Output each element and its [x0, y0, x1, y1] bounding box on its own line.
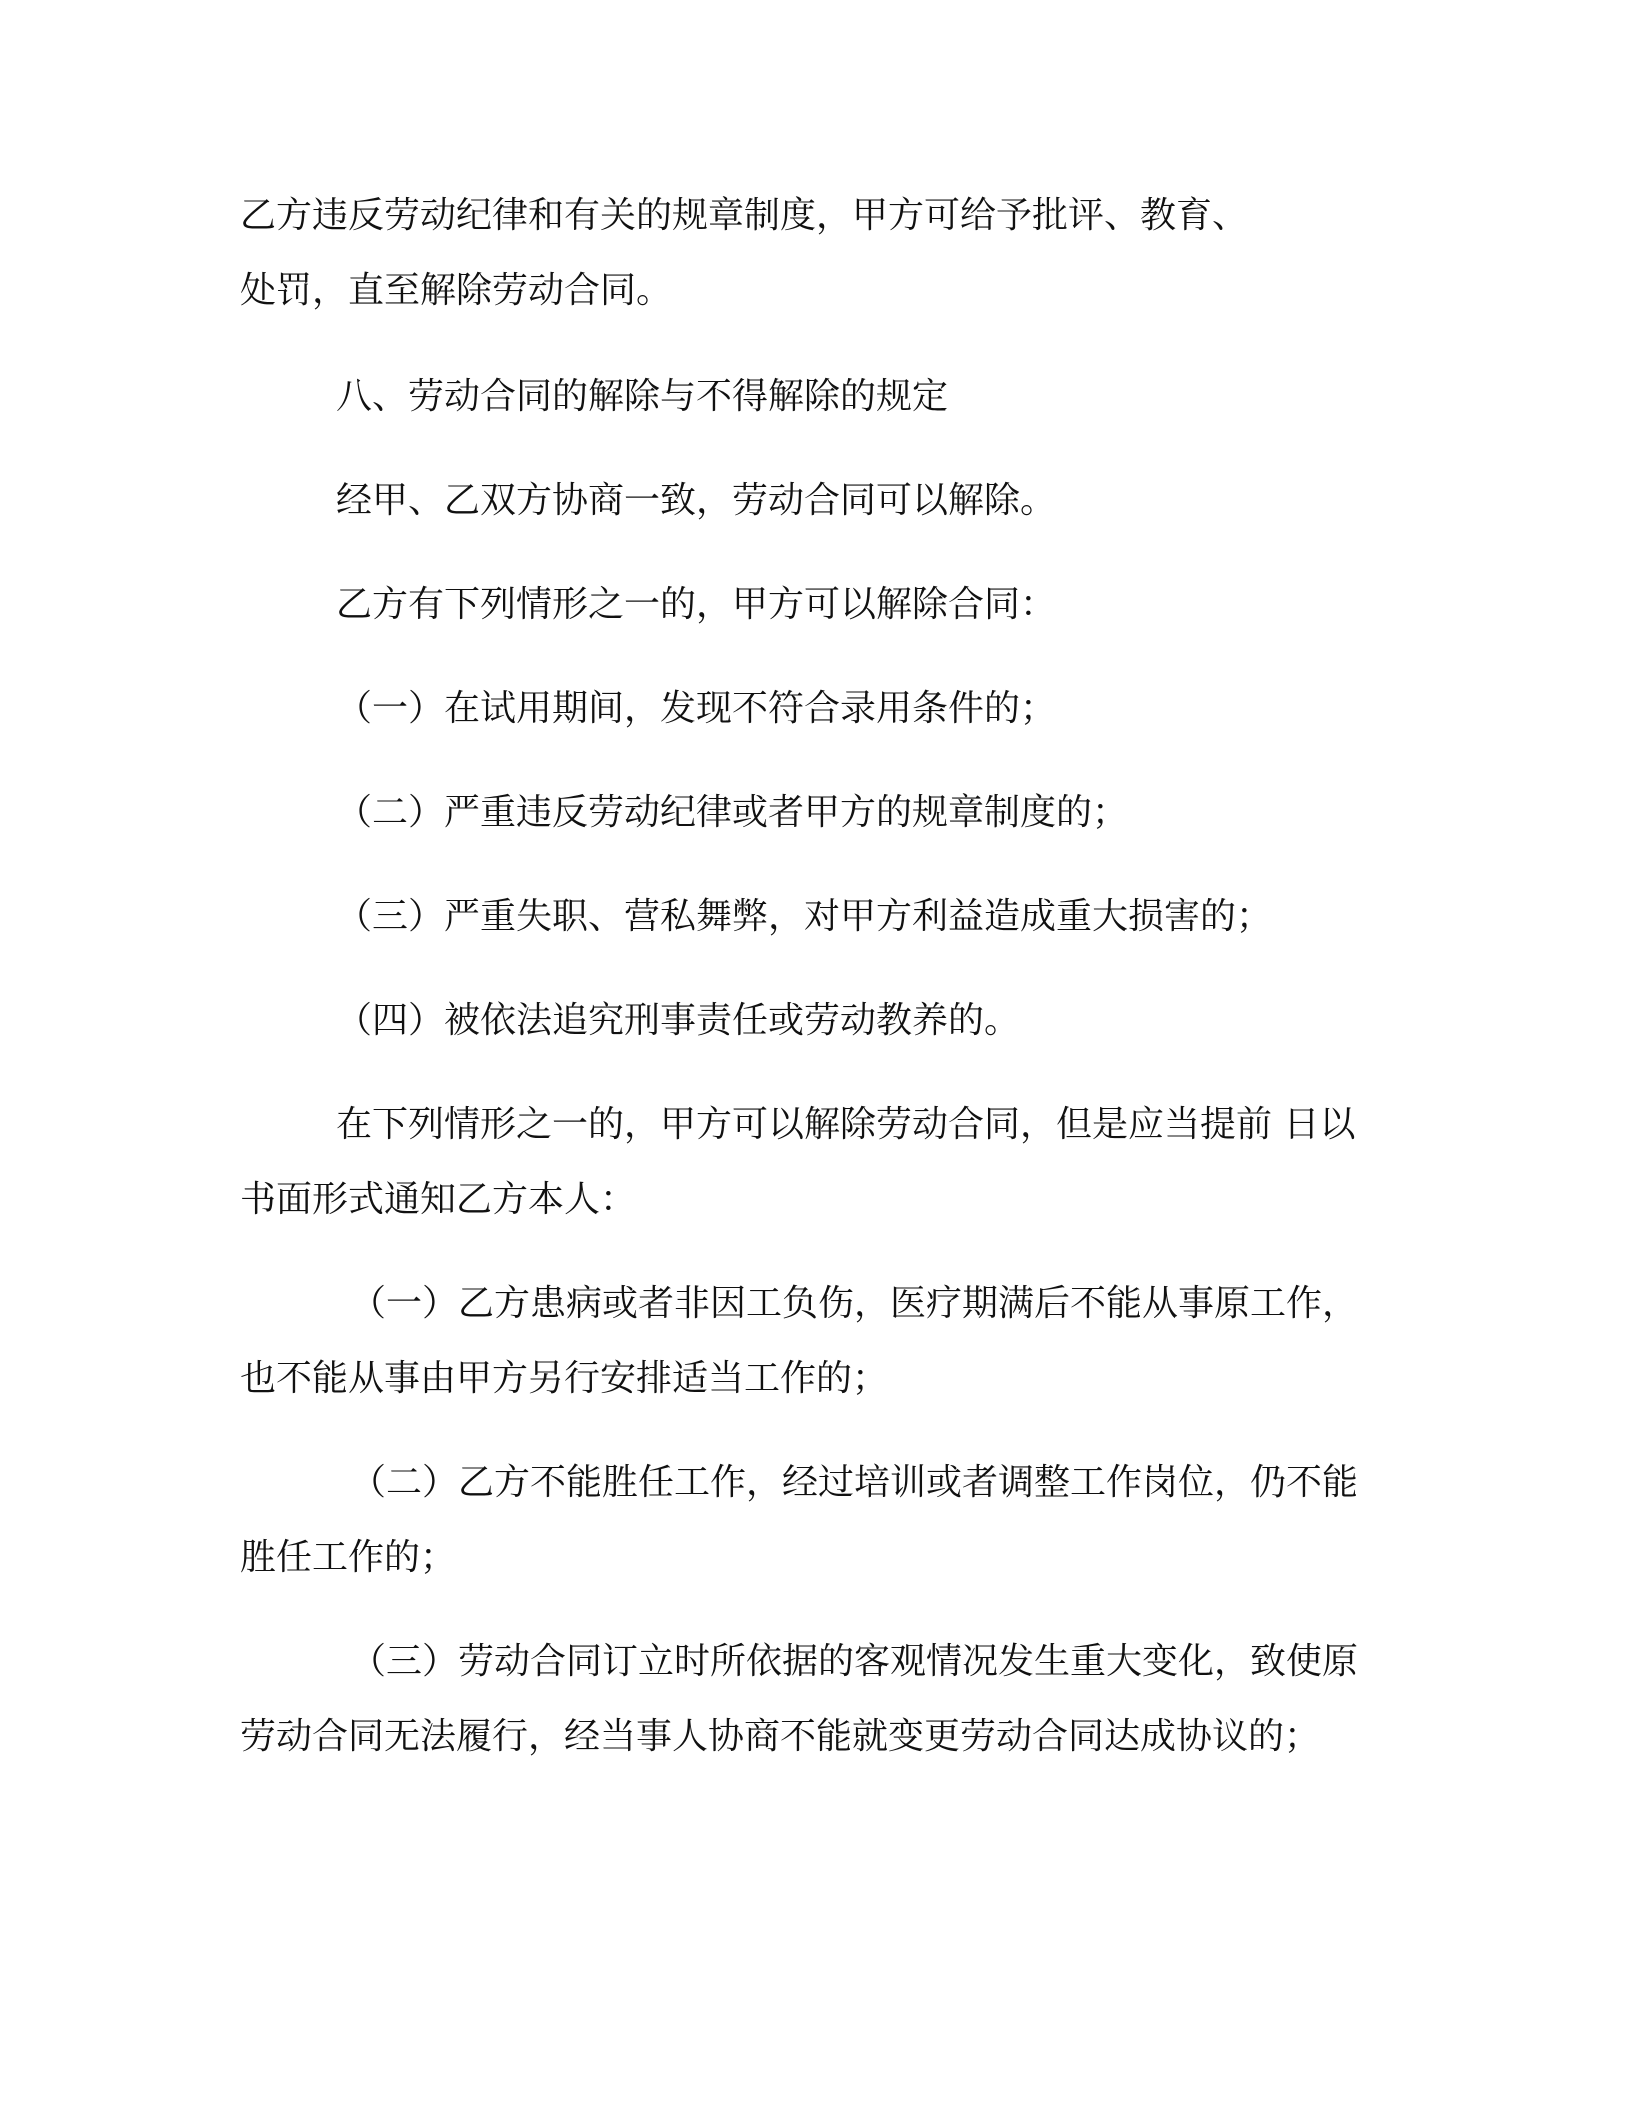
paragraph-line-6: 书面形式通知乙方本人： — [240, 1179, 637, 1220]
paragraph-line-3: 经甲、乙双方协商一致，劳动合同可以解除。 — [336, 480, 1057, 521]
list-item-3: （三）严重失职、营私舞弊，对甲方利益造成重大损害的； — [336, 896, 1273, 937]
list-item-5: （一）乙方患病或者非因工负伤，医疗期满后不能从事原工作， — [350, 1283, 1359, 1324]
list-item-7-continuation: 劳动合同无法履行，经当事人协商不能就变更劳动合同达成协议的； — [240, 1716, 1321, 1757]
paragraph-line-2: 处罚，直至解除劳动合同。 — [240, 270, 673, 311]
list-item-2: （二）严重违反劳动纪律或者甲方的规章制度的； — [336, 792, 1129, 833]
paragraph-line-5: 在下列情形之一的，甲方可以解除劳动合同，但是应当提前 日以 — [336, 1104, 1356, 1145]
list-item-5-continuation: 也不能从事由甲方另行安排适当工作的； — [240, 1358, 889, 1399]
paragraph-line-1: 乙方违反劳动纪律和有关的规章制度，甲方可给予批评、教育、 — [240, 195, 1249, 236]
paragraph-line-4: 乙方有下列情形之一的，甲方可以解除合同： — [336, 584, 1057, 625]
list-item-6: （二）乙方不能胜任工作，经过培训或者调整工作岗位，仍不能 — [350, 1462, 1359, 1503]
list-item-4: （四）被依法追究刑事责任或劳动教养的。 — [336, 1000, 1021, 1041]
list-item-7: （三）劳动合同订立时所依据的客观情况发生重大变化，致使原 — [350, 1641, 1359, 1682]
list-item-6-continuation: 胜任工作的； — [240, 1537, 457, 1578]
section-heading-8: 八、劳动合同的解除与不得解除的规定 — [336, 376, 949, 417]
list-item-1: （一）在试用期间，发现不符合录用条件的； — [336, 688, 1057, 729]
